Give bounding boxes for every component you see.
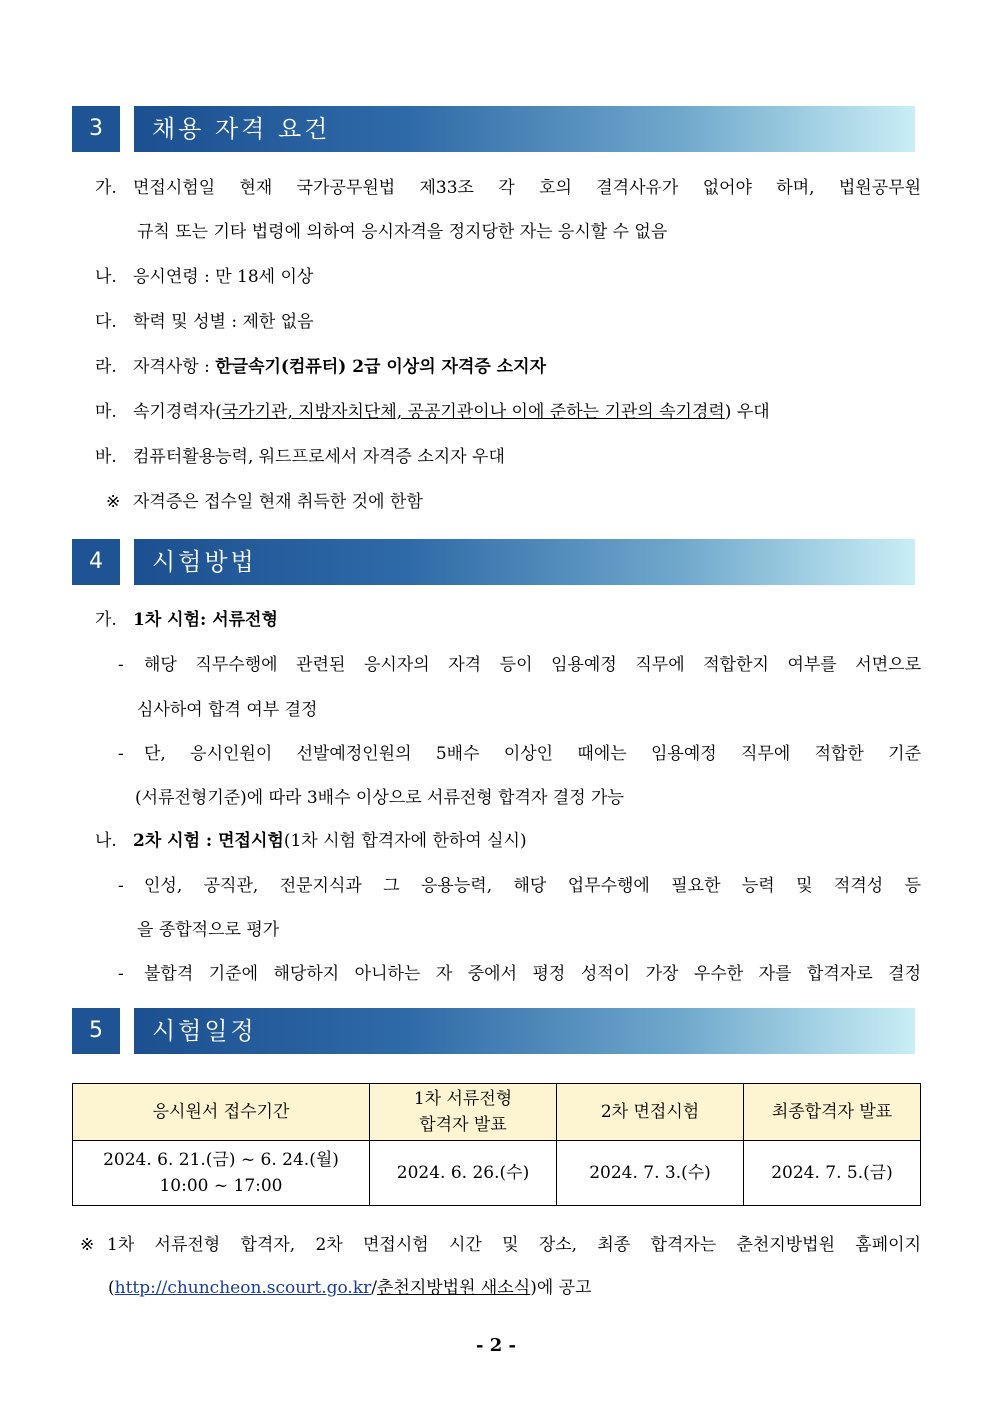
item-ma bbox=[133, 400, 770, 424]
dash-mark: - bbox=[118, 655, 124, 675]
section-title: 채용 자격 요건 bbox=[152, 115, 331, 143]
item-ga-bold: 1차 시험: 서류전형 bbox=[133, 610, 278, 630]
table-cell: 2024. 7. 3.(수) bbox=[557, 1141, 744, 1206]
note-text: 자격증은 접수일 현재 취득한 것에 한함 bbox=[133, 492, 423, 512]
homepage-link[interactable]: http://chuncheon.scourt.go.kr bbox=[114, 1278, 372, 1298]
news-board-link[interactable]: 춘천지방법원 새소식 bbox=[376, 1278, 531, 1298]
section-title: 시험방법 bbox=[152, 548, 257, 576]
footnote-line1: 1차 서류전형 합격자, 2차 면접시험 시간 및 장소, 최종 합격자는 춘천지방법원 홈페이지 bbox=[107, 1235, 921, 1255]
item-ba-text: 컴퓨터활용능력, 워드프로세서 자격증 소지자 우대 bbox=[133, 447, 505, 467]
table-cell: 2024. 6. 26.(수) bbox=[370, 1141, 557, 1206]
item-ma-underline: 국가기관, 지방자치단체, 공공기관이나 이에 준하는 기관의 속기경력 bbox=[221, 402, 725, 422]
item-ma-suffix: ) 우대 bbox=[724, 402, 770, 422]
paren-open: ( bbox=[108, 1278, 115, 1298]
table-header-cell: 2차 면접시험 bbox=[557, 1084, 744, 1141]
table-header-cell bbox=[370, 1084, 557, 1141]
dash-line1: 인성, 공직관, 전문지식과 그 응용능력, 해당 업무수행에 필요한 능력 및 적격성 등 bbox=[144, 876, 921, 896]
dash-line: 불합격 기준에 해당하지 아니하는 자 중에서 평정 성적이 가장 우수한 자를 합격자로 결정 bbox=[144, 964, 921, 984]
section-title: 시험일정 bbox=[152, 1017, 257, 1045]
cell-line: 10:00 ~ 17:00 bbox=[159, 1176, 283, 1196]
table-cell: 2024. 7. 5.(금) bbox=[744, 1141, 921, 1206]
item-ga-mark: 가. bbox=[95, 178, 117, 198]
item-ba-mark: 바. bbox=[95, 447, 117, 467]
dash-line1: 단, 응시인원이 선발예정인원의 5배수 이상인 때에는 임용예정 직무에 적합한 기준 bbox=[144, 744, 921, 764]
item-ma-prefix: 속기경력자( bbox=[133, 402, 222, 422]
item-na-mark: 나. bbox=[95, 831, 117, 851]
page-number: - 2 - bbox=[476, 1335, 516, 1356]
section-title-bar bbox=[134, 1008, 915, 1054]
footnote-line2 bbox=[108, 1276, 592, 1300]
slash: / bbox=[371, 1278, 377, 1298]
item-na-bold: 2차 시험 : 면접시험 bbox=[133, 831, 284, 851]
item-da-mark: 다. bbox=[95, 312, 117, 332]
item-ra-mark: 라. bbox=[95, 357, 117, 377]
item-ga-mark: 가. bbox=[95, 610, 117, 630]
section-3-header bbox=[72, 106, 915, 152]
cell-line: 2024. 6. 21.(금) ~ 6. 24.(월) bbox=[103, 1150, 339, 1170]
paren-close: )에 공고 bbox=[530, 1278, 592, 1298]
dash-mark: - bbox=[118, 964, 124, 984]
table-cell bbox=[73, 1141, 370, 1206]
section-title-bar bbox=[134, 539, 915, 585]
dash-line2: (서류전형기준)에 따라 3배수 이상으로 서류전형 합격자 결정 가능 bbox=[135, 788, 624, 808]
item-na-suffix: (1차 시험 합격자에 한하여 실시) bbox=[283, 831, 527, 851]
dash-line2: 을 종합적으로 평가 bbox=[137, 920, 280, 940]
item-ga-line2: 규칙 또는 기타 법령에 의하여 응시자격을 정지당한 자는 응시할 수 없음 bbox=[137, 222, 668, 242]
dash-line1: 해당 직무수행에 관련된 응시자의 자격 등이 임용예정 직무에 적합한지 여부를 서면으로 bbox=[144, 655, 921, 675]
item-ra-bold: 한글속기(컴퓨터) 2급 이상의 자격증 소지자 bbox=[215, 357, 546, 377]
schedule-table bbox=[72, 1083, 921, 1206]
item-ma-mark: 마. bbox=[95, 402, 117, 422]
section-number: 4 bbox=[72, 539, 120, 585]
note-mark: ※ bbox=[106, 492, 121, 512]
header-line: 1차 서류전형 bbox=[413, 1089, 513, 1109]
table-row bbox=[73, 1141, 921, 1206]
item-na-mark: 나. bbox=[95, 267, 117, 287]
item-na bbox=[133, 829, 527, 853]
item-ra-prefix: 자격사항 : bbox=[133, 357, 216, 377]
header-line: 합격자 발표 bbox=[419, 1115, 507, 1135]
table-header-cell: 응시원서 접수기간 bbox=[73, 1084, 370, 1141]
table-header-row bbox=[73, 1084, 921, 1141]
section-5-header bbox=[72, 1008, 915, 1054]
item-ra bbox=[133, 355, 546, 379]
footnote-mark: ※ bbox=[80, 1235, 95, 1255]
section-title-bar bbox=[134, 106, 915, 152]
dash-line2: 심사하여 합격 여부 결정 bbox=[137, 700, 318, 720]
section-number: 3 bbox=[72, 106, 120, 152]
dash-mark: - bbox=[118, 744, 124, 764]
item-na-text: 응시연령 : 만 18세 이상 bbox=[133, 267, 314, 287]
dash-mark: - bbox=[118, 876, 124, 896]
section-4-header bbox=[72, 539, 915, 585]
item-ga-line1: 면접시험일 현재 국가공무원법 제33조 각 호의 결격사유가 없어야 하며, 법원공무원 bbox=[133, 178, 921, 198]
table-header-cell: 최종합격자 발표 bbox=[744, 1084, 921, 1141]
section-number: 5 bbox=[72, 1008, 120, 1054]
item-da-text: 학력 및 성별 : 제한 없음 bbox=[133, 312, 314, 332]
